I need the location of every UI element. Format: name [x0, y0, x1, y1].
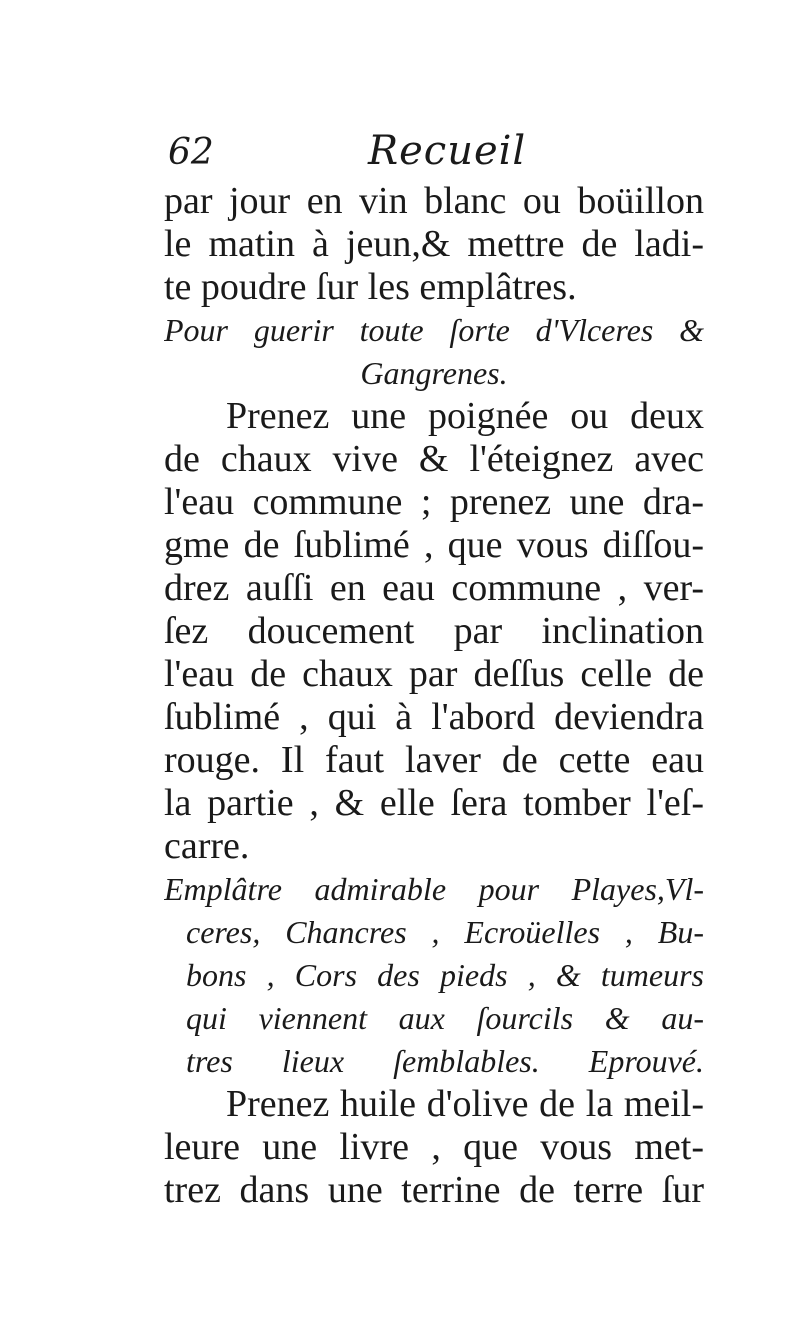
recipe-heading: Gangrenes.	[360, 355, 508, 391]
recipe-heading: bons , Cors des pieds , & tumeurs	[186, 957, 704, 993]
text-line: carre.	[164, 825, 250, 867]
running-title: Recueil	[368, 128, 527, 174]
text-line: l'eau de chaux par deſſus celle de	[164, 653, 704, 695]
text-line: leure une livre , que vous met-	[164, 1126, 704, 1168]
text-line: la partie , & elle ſera tomber l'eſ-	[164, 782, 704, 824]
text-line: ſublimé , qui à l'abord deviendra	[164, 696, 704, 738]
recipe-heading: tres lieux ſemblables. Eprouvé.	[186, 1043, 704, 1079]
text-line: le matin à jeun,& mettre de ladi-	[164, 223, 704, 265]
recipe-heading: ceres, Chancres , Ecroüelles , Bu-	[186, 914, 704, 950]
text-line: par jour en vin blanc ou boüillon	[164, 180, 704, 222]
recipe-heading: Emplâtre admirable pour Playes,Vl-	[164, 871, 704, 907]
recipe-heading: qui viennent aux ſourcils & au-	[186, 1000, 704, 1036]
text-line: Prenez huile d'olive de la meil-	[226, 1083, 704, 1125]
text-line: trez dans une terrine de terre ſur	[164, 1169, 704, 1211]
body-text	[164, 180, 704, 1212]
text-line: gme de ſublimé , que vous diſſou-	[164, 524, 704, 566]
text-line: de chaux vive & l'éteignez avec	[164, 438, 704, 480]
text-line: Prenez une poignée ou deux	[226, 395, 704, 437]
text-line: l'eau commune ; prenez une dra-	[164, 481, 704, 523]
text-line: rouge. Il faut laver de cette eau	[164, 739, 704, 781]
page-header	[168, 128, 728, 178]
text-line: drez auſſi en eau commune , ver-	[164, 567, 704, 609]
recipe-heading: Pour guerir toute ſorte d'Vlceres &	[164, 312, 704, 348]
text-line: ſez doucement par inclination	[164, 610, 704, 652]
page-number: 62	[168, 132, 214, 173]
text-line: te poudre ſur les emplâtres.	[164, 266, 577, 308]
